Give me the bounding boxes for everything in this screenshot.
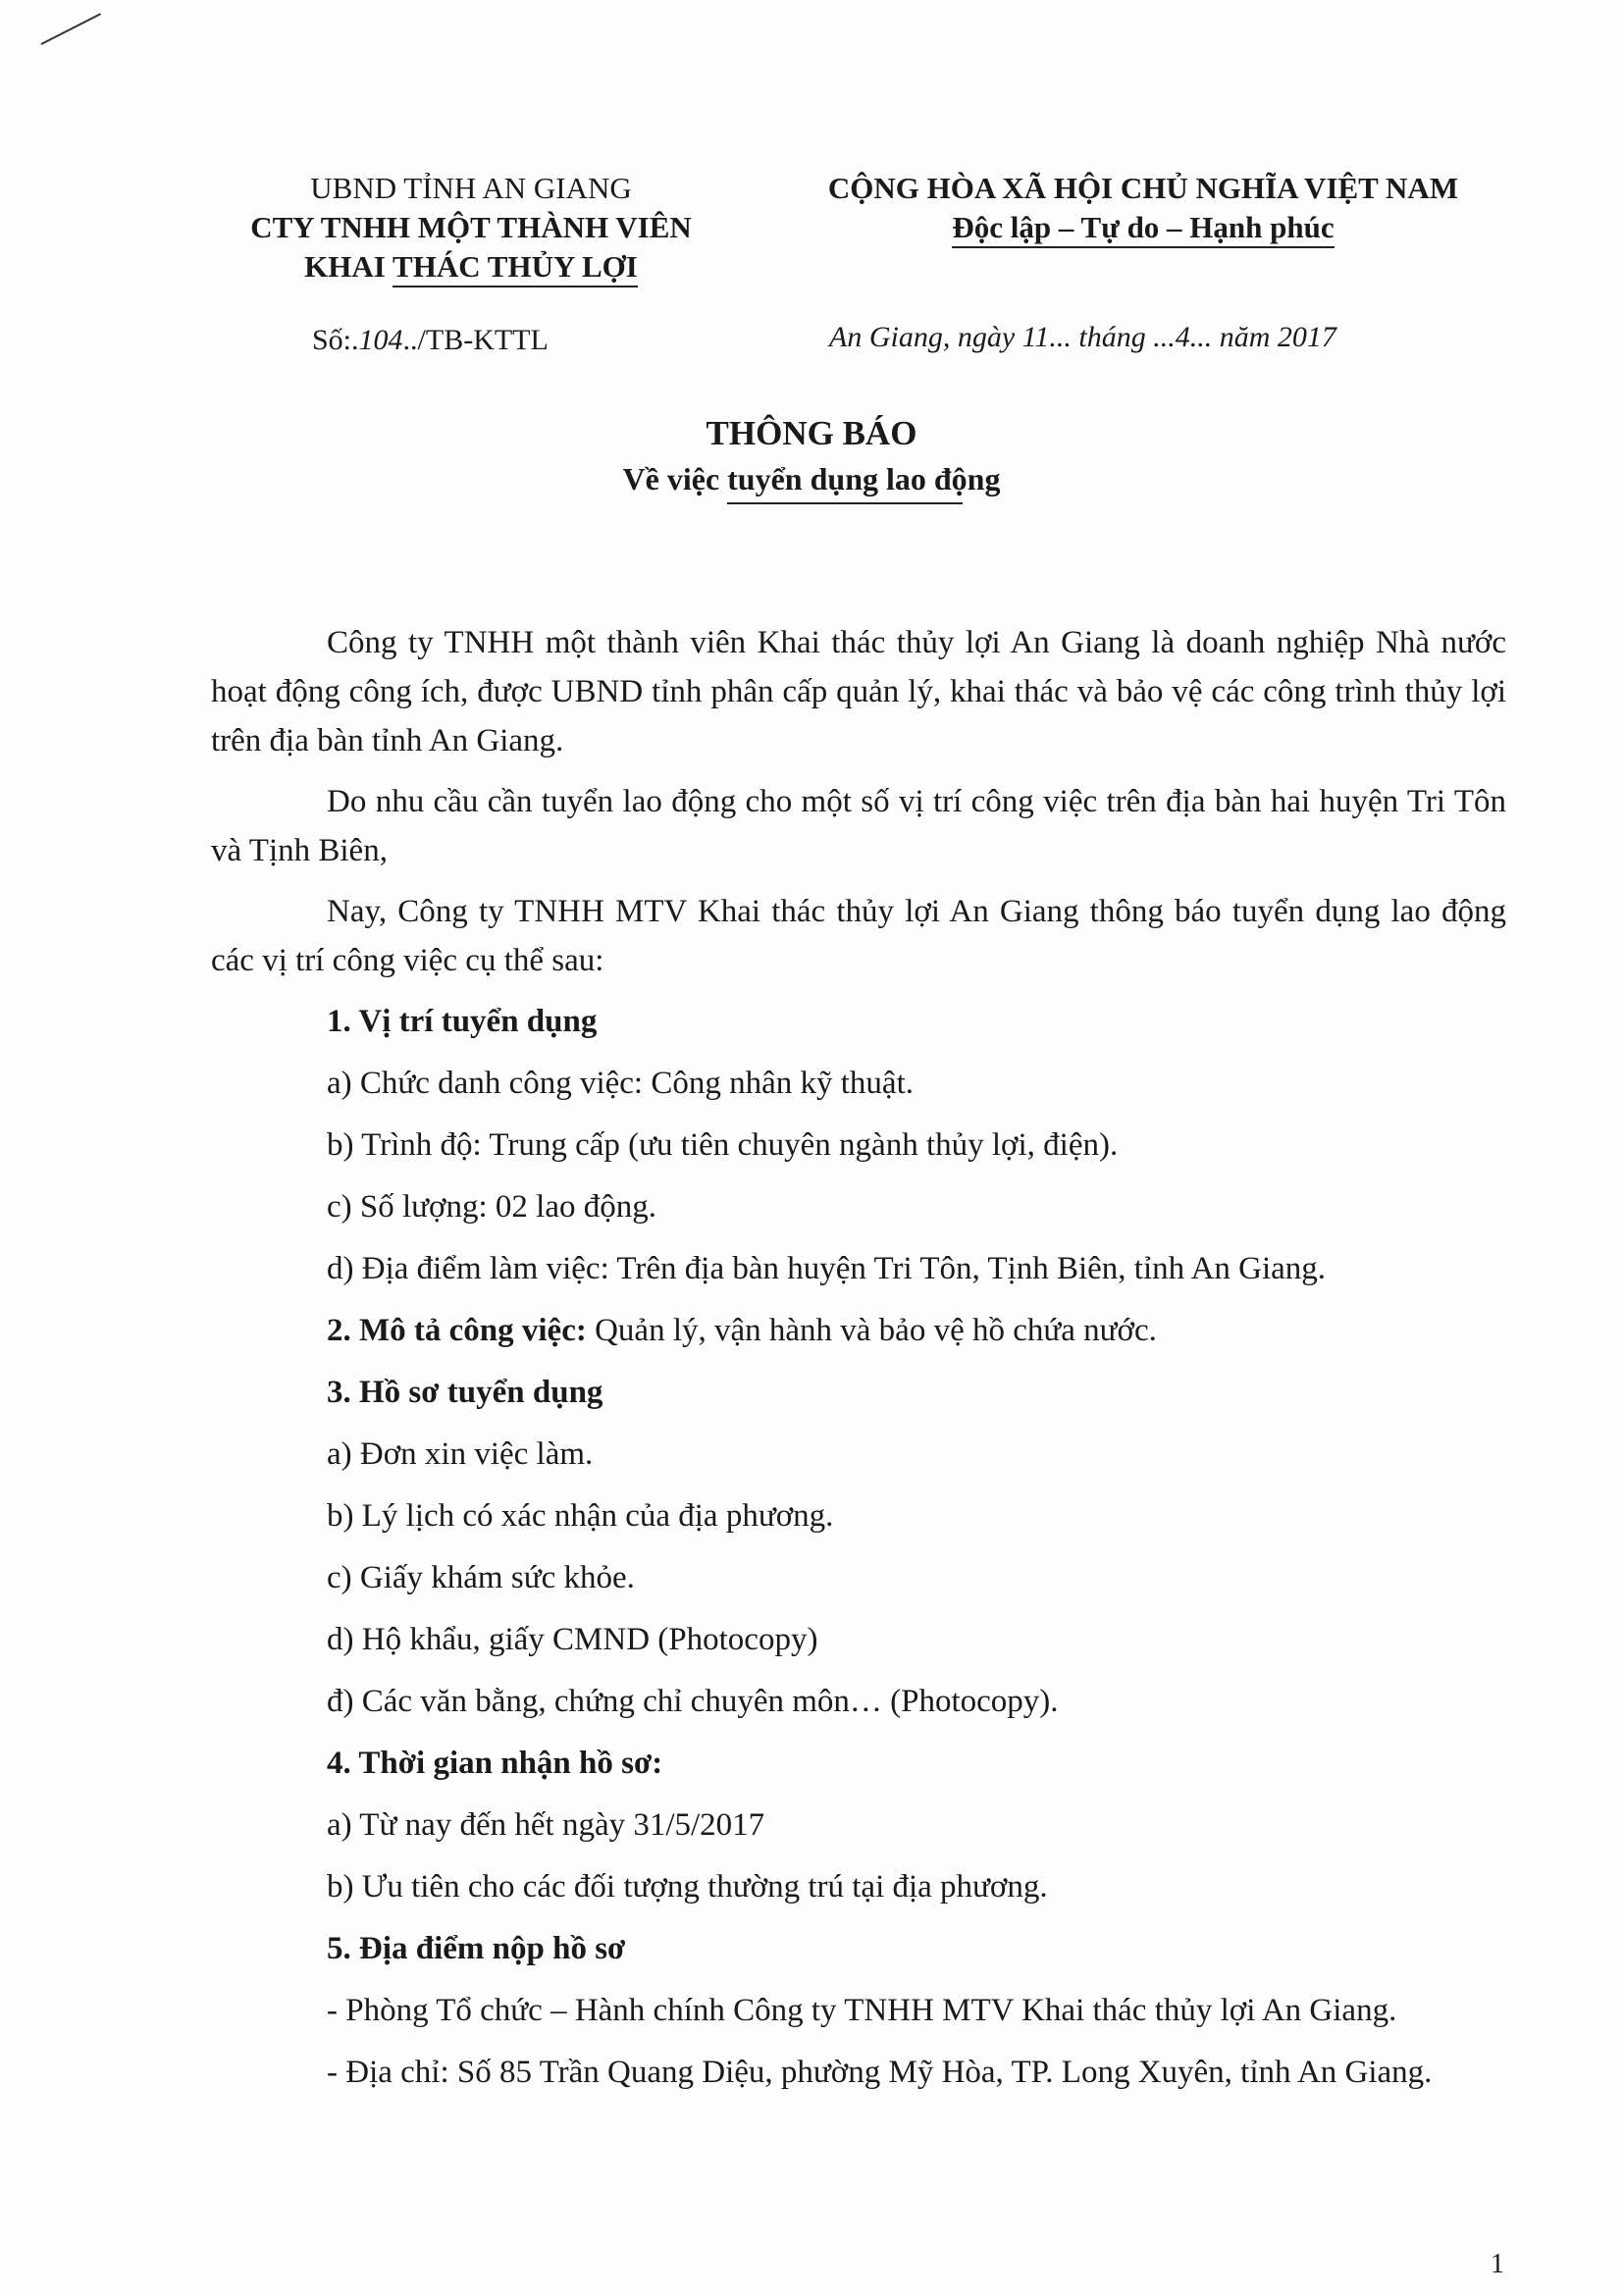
section-heading: 5. Địa điểm nộp hồ sơ: [327, 1931, 626, 1966]
page-number: 1: [1491, 2249, 1504, 2279]
section-heading: 1. Vị trí tuyển dụng: [327, 1004, 598, 1039]
document-header: [0, 169, 1623, 365]
list-item: c) Số lượng: 02 lao động.: [327, 1189, 656, 1225]
section-text: Quản lý, vận hành và bảo vệ hồ chứa nước.: [586, 1313, 1157, 1348]
issuer-block: [226, 169, 716, 287]
subtitle-underline: [727, 502, 963, 504]
section-heading: 3. Hồ sơ tuyển dụng: [327, 1375, 603, 1410]
list-item: c) Giấy khám sức khỏe.: [327, 1560, 635, 1595]
document-subtitle: Về việc tuyển dụng lao động: [622, 461, 1001, 496]
list-item: a) Chức danh công việc: Công nhân kỹ thuật.: [327, 1066, 914, 1101]
reference-number: Số:.104../TB-KTTL: [312, 324, 549, 356]
list-item: d) Hộ khẩu, giấy CMND (Photocopy): [327, 1622, 818, 1657]
issuer-company: CTY TNHH MỘT THÀNH VIÊN: [250, 210, 692, 244]
list-item: d) Địa điểm làm việc: Trên địa bàn huyện Tri Tôn, Tịnh Biên, tỉnh An Giang.: [327, 1251, 1327, 1286]
section-2: [211, 1306, 1506, 1355]
issuer-underlined: THÁC THỦY LỢI: [393, 249, 638, 287]
list-item: - Phòng Tổ chức – Hành chính Công ty TNHH MTV Khai thác thủy lợi An Giang.: [327, 1993, 1397, 2028]
intro-paragraph: Công ty TNHH một thành viên Khai thác thủy lợi An Giang là doanh nghiệp Nhà nước hoạt động công ích, được UBND tỉnh phân cấp quản lý, khai thác và bảo vệ các công trình thủy lợi trên địa bàn tỉnh An Giang.: [211, 625, 1506, 758]
list-item: a) Từ nay đến hết ngày 31/5/2017: [327, 1807, 765, 1843]
reference-number-value: 104: [358, 324, 403, 356]
country-name: CỘNG HÒA XÃ HỘI CHỦ NGHĨA VIỆT NAM: [827, 171, 1459, 205]
title-block: [0, 410, 1623, 504]
section-heading: 4. Thời gian nhận hồ sơ:: [327, 1746, 663, 1781]
national-motto-block: [780, 169, 1506, 247]
list-item: - Địa chỉ: Số 85 Trần Quang Diệu, phường Mỹ Hòa, TP. Long Xuyên, tỉnh An Giang.: [327, 2055, 1433, 2090]
intro-paragraph: Do nhu cầu cần tuyển lao động cho một số vị trí công việc trên địa bàn hai huyện Tri Tôn và Tịnh Biên,: [211, 784, 1506, 868]
pen-mark: [41, 13, 101, 45]
issue-day: 11: [1021, 321, 1050, 353]
document-title: THÔNG BÁO: [706, 414, 917, 452]
issue-date: An Giang, ngày 11... tháng ...4... năm 2017: [829, 321, 1336, 353]
issuer-company-line2: KHAI THÁC THỦY LỢI: [226, 247, 716, 287]
document-body: [211, 618, 1506, 2110]
issuer-authority: UBND TỈNH AN GIANG: [310, 171, 632, 205]
intro-paragraph: Nay, Công ty TNHH MTV Khai thác thủy lợi An Giang thông báo tuyển dụng lao động các vị trí công việc cụ thể sau:: [211, 894, 1506, 978]
list-item: b) Trình độ: Trung cấp (ưu tiên chuyên ngành thủy lợi, điện).: [327, 1127, 1119, 1163]
list-item: đ) Các văn bằng, chứng chỉ chuyên môn… (Photocopy).: [327, 1684, 1059, 1719]
list-item: a) Đơn xin việc làm.: [327, 1436, 594, 1472]
national-motto: Độc lập – Tự do – Hạnh phúc: [780, 208, 1506, 247]
list-item: b) Ưu tiên cho các đối tượng thường trú tại địa phương.: [327, 1869, 1048, 1905]
list-item: b) Lý lịch có xác nhận của địa phương.: [327, 1498, 834, 1534]
issue-month: 4: [1175, 321, 1190, 353]
section-heading: 2. Mô tả công việc:: [327, 1313, 587, 1348]
